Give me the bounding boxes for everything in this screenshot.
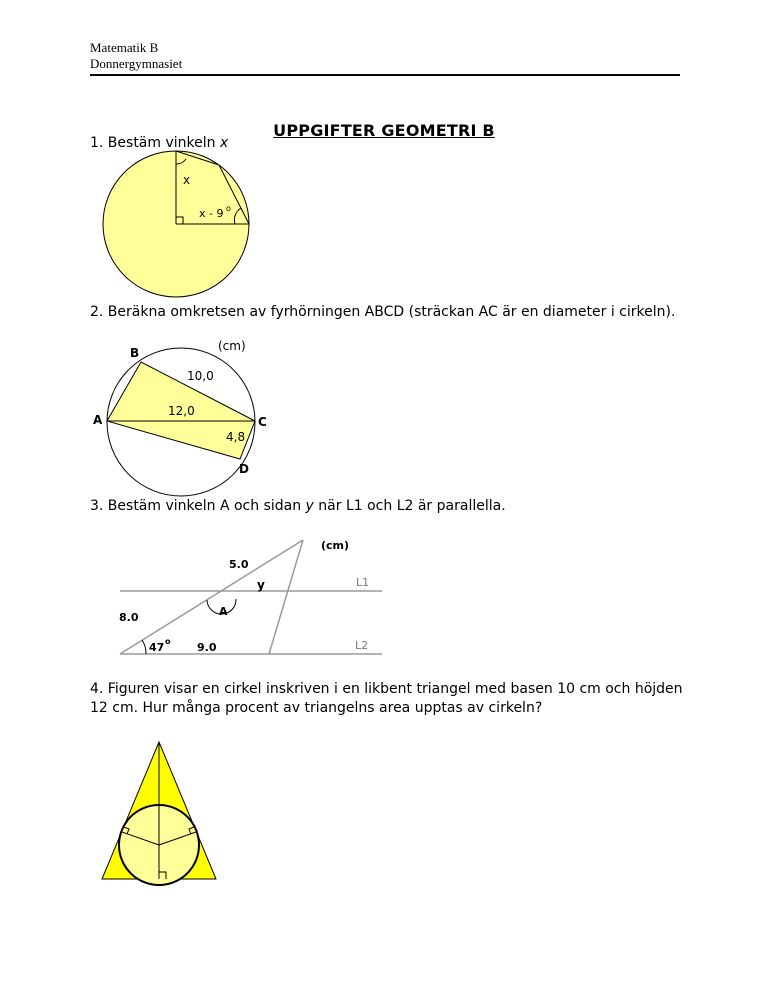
fig3-label-L2: L2 <box>355 639 369 652</box>
fig2-label-C: C <box>258 415 267 429</box>
header-rule <box>90 74 680 76</box>
fig2-label-A: A <box>93 413 103 427</box>
fig1-label-degree: o <box>226 204 231 213</box>
fig3-label-y: y <box>257 578 265 592</box>
question-2 <box>90 303 690 322</box>
figure-2-quadrilateral-diagram <box>90 338 290 478</box>
page-header <box>90 40 678 72</box>
question-4 <box>90 680 690 718</box>
fig3-label-A: A <box>219 605 228 618</box>
question-3-var: y <box>305 498 314 514</box>
question-2-text: 2. Beräkna omkretsen av fyrhörningen ABCD (sträckan AC är en diameter i cirkeln). <box>90 304 676 320</box>
question-4-text: 4. Figuren visar en cirkel inskriven i en likbent triangel med basen 10 cm och höjden 12 cm. Hur många procent av triangelns area upptas av cirkeln? <box>90 681 683 716</box>
question-3 <box>90 497 690 516</box>
question-1-var: x <box>219 135 229 151</box>
figure-1-circle-diagram <box>95 162 255 302</box>
fig3-label-angle: 47 <box>149 641 165 654</box>
question-3-text-a: 3. Bestäm vinkeln A och sidan <box>90 498 306 514</box>
fig3-unit: (cm) <box>321 539 350 552</box>
fig1-label-x: x <box>183 173 191 187</box>
fig3-label-left: 8.0 <box>119 611 139 624</box>
course-name: Matematik B <box>90 40 159 55</box>
question-1-text: 1. Bestäm vinkeln <box>90 135 220 151</box>
page-title: UPPGIFTER GEOMETRI B <box>273 121 495 140</box>
question-1 <box>90 134 690 153</box>
school-name: Donnergymnasiet <box>90 56 183 71</box>
fig2-label-ab: 10,0 <box>187 369 214 383</box>
fig1-label-x-minus-9: x - 9 <box>199 207 224 220</box>
fig3-label-L1: L1 <box>356 576 370 589</box>
fig2-label-cd: 4,8 <box>226 430 246 444</box>
fig2-label-D: D <box>239 462 249 476</box>
fig2-label-ac: 12,0 <box>168 404 195 418</box>
fig3-label-top: 5.0 <box>229 558 249 571</box>
figure-3-parallel-lines-diagram <box>115 535 385 660</box>
fig2-unit: (cm) <box>218 339 246 353</box>
figure-4-inscribed-circle-diagram <box>100 738 220 883</box>
fig3-label-base: 9.0 <box>197 641 217 654</box>
fig3-label-degree: o <box>165 637 171 646</box>
fig2-label-B: B <box>130 346 140 360</box>
question-3-text-b: när L1 och L2 är parallella. <box>313 498 506 514</box>
